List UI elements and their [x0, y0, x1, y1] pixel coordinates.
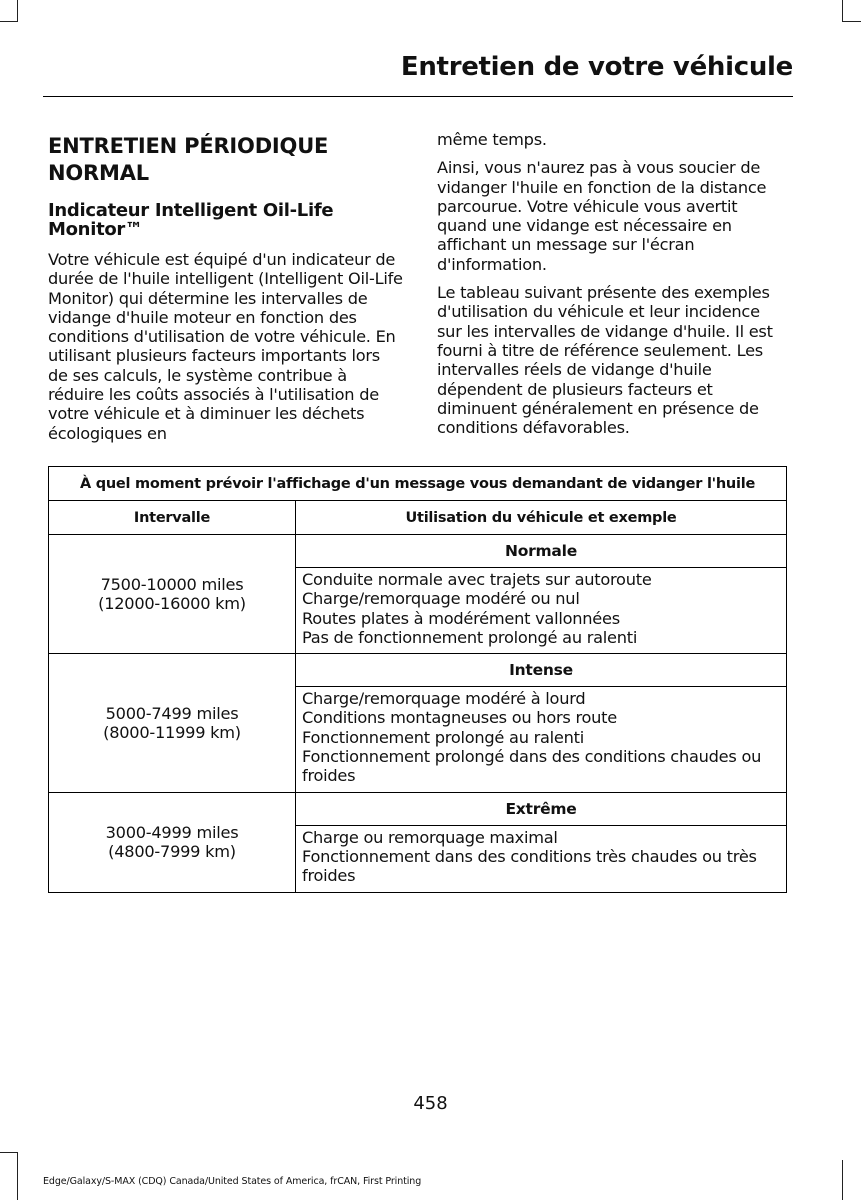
usage-category: Intense [296, 654, 787, 687]
header-divider [43, 96, 793, 97]
table-row [49, 792, 787, 825]
intro-paragraph: Votre véhicule est équipé d'un indicateur de durée de l'huile intelligent (Intelligent Oil-Life Monitor) qui détermine les intervalles de vidange d'huile moteur en fonction des conditions d'utilisation de votre véhicule. En utilisant plusieurs facteurs importants lors de ses calculs, le système contribue à réduire les coûts associés à l'utilisation de votre véhicule et à diminuer les déchets écologiques en [48, 250, 403, 443]
right-column [437, 130, 789, 446]
usage-category: Normale [296, 535, 787, 568]
usage-item: Fonctionnement dans des conditions très chaudes ou très froides [302, 846, 757, 886]
left-column [48, 130, 403, 452]
interval-km: (4800-7999 km) [108, 842, 236, 862]
crop-mark [842, 0, 843, 22]
usage-item: Fonctionnement prolongé au ralenti [302, 727, 584, 747]
usage-item: Conditions montagneuses ou hors route [302, 708, 617, 728]
usage-item: Charge ou remorquage maximal [302, 827, 558, 847]
interval-km: (12000-16000 km) [98, 594, 246, 614]
table-caption: À quel moment prévoir l'affichage d'un message vous demandant de vidanger l'huile [49, 467, 787, 501]
crop-mark [17, 0, 18, 22]
usage-item: Charge/remorquage modéré à lourd [302, 689, 586, 709]
interval-cell [49, 654, 296, 792]
page-title: Entretien de votre véhicule [400, 52, 793, 82]
usage-item: Pas de fonctionnement prolongé au ralenti [302, 627, 638, 647]
crop-mark [842, 1160, 843, 1200]
page-number: 458 [413, 1093, 448, 1114]
paragraph-continuation: même temps. [437, 130, 547, 149]
interval-km: (8000-11999 km) [103, 722, 241, 742]
usage-item: Charge/remorquage modéré ou nul [302, 589, 580, 609]
usage-category: Extrême [296, 792, 787, 825]
table-row [49, 654, 787, 687]
usage-examples [296, 825, 787, 892]
paragraph: Ainsi, vous n'aurez pas à vous soucier de vidanger l'huile en fonction de la distance parcourue. Votre véhicule vous avertit quand une vidange est nécessaire en affichant un message sur l'écran d'information. [437, 158, 767, 274]
column-header-usage: Utilisation du véhicule et exemple [296, 501, 787, 535]
interval-miles: 3000-4999 miles [105, 822, 239, 842]
crop-mark [17, 1152, 18, 1200]
subsection-heading: Indicateur Intelligent Oil-Life Monitor™ [48, 200, 334, 240]
usage-item: Conduite normale avec trajets sur autoroute [302, 570, 652, 589]
usage-item: Routes plates à modérément vallonnées [302, 608, 620, 628]
print-footer: Edge/Galaxy/S-MAX (CDQ) Canada/United States of America, frCAN, First Printing [43, 1176, 422, 1187]
crop-mark [0, 1152, 18, 1153]
usage-item: Fonctionnement prolongé dans des conditions chaudes ou froides [302, 747, 762, 786]
table-row [49, 535, 787, 568]
section-heading: ENTRETIEN PÉRIODIQUE NORMAL [48, 134, 329, 185]
paragraph: Le tableau suivant présente des exemples d'utilisation du véhicule et leur incidence sur les intervalles de vidange d'huile. Il est fourni à titre de référence seulement. Les intervalles réels de vidange d'huile dépendent de plusieurs facteurs et diminuent généralement en présence de conditions défavorables. [437, 283, 773, 438]
usage-examples [296, 568, 787, 654]
crop-mark [0, 21, 18, 22]
crop-mark [842, 21, 861, 22]
oil-change-table [48, 466, 787, 893]
interval-miles: 5000-7499 miles [105, 703, 239, 723]
usage-examples [296, 687, 787, 792]
interval-cell [49, 792, 296, 892]
interval-cell [49, 535, 296, 654]
column-header-interval: Intervalle [49, 501, 296, 535]
interval-miles: 7500-10000 miles [100, 574, 244, 594]
